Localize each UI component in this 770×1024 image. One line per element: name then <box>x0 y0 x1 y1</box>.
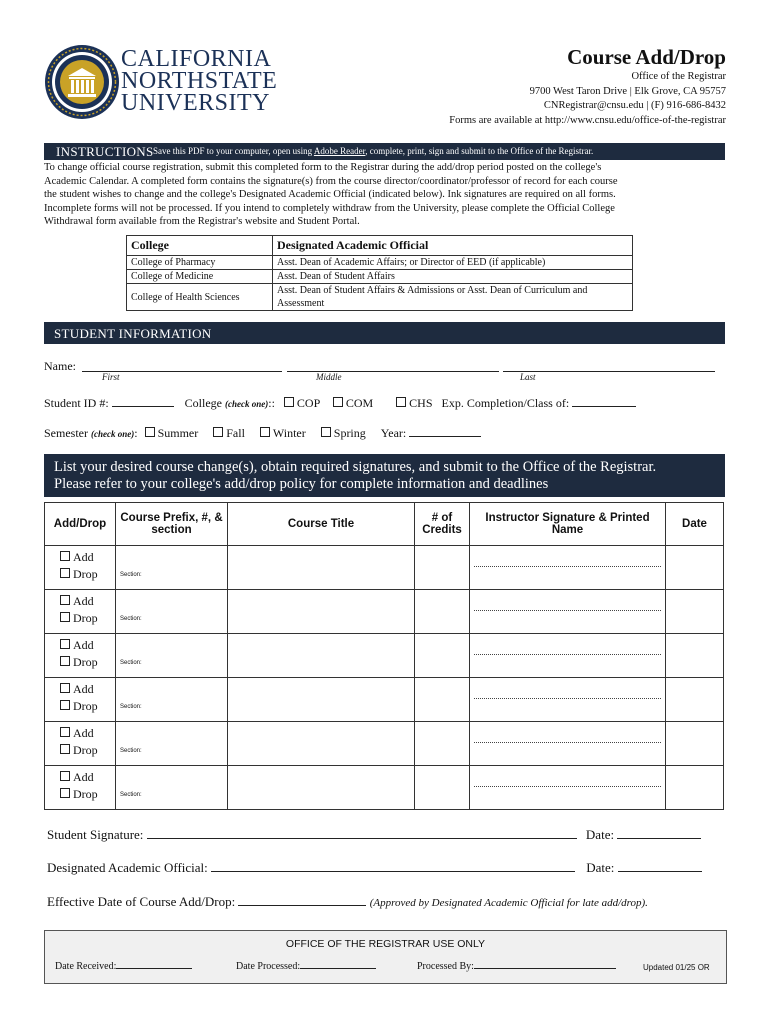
section-label: Section: <box>120 616 142 622</box>
official-signature-field[interactable] <box>211 871 575 872</box>
instructor-signature-field[interactable] <box>470 722 666 766</box>
updated-note: Updated 01/25 OR <box>643 963 710 972</box>
student-id-label: Student ID #: <box>44 396 109 410</box>
instructions-lead: Save this PDF to your computer, open using Adobe Reader, complete, print, sign and submit to the Office of the Registrar. <box>153 146 594 156</box>
student-id-row: Student ID #: College (check one):: COP COM CHS Exp. Completion/Class of: <box>44 396 636 411</box>
table-row <box>45 634 724 678</box>
drop-checkbox[interactable]: Drop <box>60 698 115 715</box>
last-caption: Last <box>520 372 536 382</box>
col-instructor-signature: Instructor Signature & Printed Name <box>470 503 666 546</box>
date-field[interactable] <box>666 766 724 810</box>
credits-field[interactable] <box>415 722 470 766</box>
student-info-heading: STUDENT INFORMATION <box>54 326 212 341</box>
student-date-field[interactable] <box>617 838 701 839</box>
col-date: Date <box>666 503 724 546</box>
course-change-table <box>44 502 724 810</box>
table-row <box>45 546 724 590</box>
section-label: Section: <box>120 660 142 666</box>
drop-checkbox[interactable]: Drop <box>60 786 115 803</box>
date-received-row: Date Received: <box>55 961 192 972</box>
table-row: College of Health Sciences Asst. Dean of Student Affairs & Admissions or Asst. Dean of Curriculum and Assessment <box>127 284 633 311</box>
date-field[interactable] <box>666 634 724 678</box>
checkbox-spring[interactable]: Spring <box>321 426 366 440</box>
table-header-row <box>45 503 724 546</box>
credits-field[interactable] <box>415 634 470 678</box>
credits-field[interactable] <box>415 766 470 810</box>
section-label: Section: <box>120 704 142 710</box>
table-row: College of Medicine Asst. Dean of Student Affairs <box>127 270 633 284</box>
college-label: College <box>184 396 222 410</box>
date-processed-field[interactable] <box>300 968 376 969</box>
adobe-reader-link[interactable]: Adobe Reader <box>313 146 366 156</box>
course-title-field[interactable] <box>228 722 415 766</box>
add-checkbox[interactable]: Add <box>60 593 115 610</box>
table-row <box>45 722 724 766</box>
exp-completion-label: Exp. Completion/Class of: <box>441 396 570 410</box>
university-seal-icon <box>44 44 120 120</box>
add-checkbox[interactable]: Add <box>60 725 115 742</box>
student-signature-row: Student Signature: Date: <box>47 827 701 843</box>
drop-checkbox[interactable]: Drop <box>60 742 115 759</box>
add-drop-cell <box>45 678 116 722</box>
instructions-banner: List your desired course change(s), obtain required signatures, and submit to the Office of the Registrar. Please refer to your college's add/drop policy for complete information and deadlines <box>44 454 725 497</box>
section-label: Section: <box>120 572 142 578</box>
col-course-title: Course Title <box>228 503 415 546</box>
course-title-field[interactable] <box>228 678 415 722</box>
credits-field[interactable] <box>415 678 470 722</box>
add-checkbox[interactable]: Add <box>60 769 115 786</box>
course-prefix-field[interactable] <box>116 678 228 722</box>
registrar-address: Office of the Registrar 9700 West Taron Drive | Elk Grove, CA 95757 CNRegistrar@cnsu.edu | (F) 916-686-8432 Forms are available at http://www.cnsu.edu/office-of-the-registrar <box>449 71 726 126</box>
checkbox-com[interactable]: COM <box>333 396 373 410</box>
date-field[interactable] <box>666 590 724 634</box>
semester-row: Semester (check one): Summer Fall Winter Spring Year: <box>44 426 481 441</box>
course-prefix-field[interactable] <box>116 546 228 590</box>
checkbox-cop[interactable]: COP <box>284 396 320 410</box>
col-add-drop: Add/Drop <box>45 503 116 546</box>
name-label: Name: <box>44 359 76 373</box>
date-field[interactable] <box>666 722 724 766</box>
semester-label: Semester <box>44 426 88 440</box>
table-row: College of Pharmacy Asst. Dean of Academic Affairs; or Director of EED (if applicable) <box>127 256 633 270</box>
drop-checkbox[interactable]: Drop <box>60 566 115 583</box>
university-logo <box>44 44 278 122</box>
course-prefix-field[interactable] <box>116 634 228 678</box>
exp-completion-field[interactable] <box>572 406 636 407</box>
add-drop-cell <box>45 546 116 590</box>
section-label: Section: <box>120 792 142 798</box>
first-caption: First <box>102 372 120 382</box>
course-title-field[interactable] <box>228 634 415 678</box>
add-checkbox[interactable]: Add <box>60 637 115 654</box>
table-row <box>45 590 724 634</box>
course-title-field[interactable] <box>228 766 415 810</box>
course-prefix-field[interactable] <box>116 722 228 766</box>
date-field[interactable] <box>666 678 724 722</box>
section-label: Section: <box>120 748 142 754</box>
date-received-field[interactable] <box>116 968 192 969</box>
checkbox-chs[interactable]: CHS <box>396 396 432 410</box>
course-prefix-field[interactable] <box>116 590 228 634</box>
university-name: CALIFORNIA NORTHSTATE UNIVERSITY <box>121 46 278 116</box>
office-use-heading: OFFICE OF THE REGISTRAR USE ONLY <box>285 938 486 950</box>
year-field[interactable] <box>409 436 481 437</box>
official-signature-row: Designated Academic Official: Date: <box>47 860 702 876</box>
middle-caption: Middle <box>316 372 342 382</box>
student-signature-field[interactable] <box>147 838 577 839</box>
college-official-table <box>126 235 633 311</box>
processed-by-field[interactable] <box>474 968 616 969</box>
table-row <box>45 766 724 810</box>
instructions-body: To change official course registration, submit this completed form to the Registrar during the add/drop period posted on the college's Academic Calendar. A completed form contains the signature(s) from the course director/coordinator/professor of record for each course the student wishes to change and the college's Designated Academic Official (indicated below). Ink signatures are required on all forms. Incomplete forms will not be processed. If you intend to completely withdraw from the University, please complete the Official College Withdrawal form available from the Registrar's website and Student Portal. <box>44 162 618 227</box>
effective-date-field[interactable] <box>238 905 366 906</box>
drop-checkbox[interactable]: Drop <box>60 654 115 671</box>
date-processed-row: Date Processed: <box>236 961 376 972</box>
form-title: Course Add/Drop <box>567 45 726 69</box>
instructions-bar <box>44 143 725 160</box>
course-prefix-field[interactable] <box>116 766 228 810</box>
add-drop-cell <box>45 590 116 634</box>
credits-field[interactable] <box>415 590 470 634</box>
table-row <box>45 678 724 722</box>
processed-by-row: Processed By: <box>417 961 616 972</box>
date-field[interactable] <box>666 546 724 590</box>
add-checkbox[interactable]: Add <box>60 681 115 698</box>
credits-field[interactable] <box>415 546 470 590</box>
add-checkbox[interactable]: Add <box>60 549 115 566</box>
instructor-signature-field[interactable] <box>470 546 666 590</box>
year-label: Year: <box>380 426 407 440</box>
instructor-signature-field[interactable] <box>470 678 666 722</box>
col-credits: # of Credits <box>415 503 470 546</box>
add-drop-cell <box>45 634 116 678</box>
course-title-field[interactable] <box>228 590 415 634</box>
instructor-signature-field[interactable] <box>470 766 666 810</box>
checkbox-fall[interactable]: Fall <box>213 426 245 440</box>
course-title-field[interactable] <box>228 546 415 590</box>
instructions-heading: INSTRUCTIONS <box>56 144 154 159</box>
office-use-box <box>44 930 727 984</box>
checkbox-winter[interactable]: Winter <box>260 426 306 440</box>
col-course-prefix: Course Prefix, #, & section <box>116 503 228 546</box>
official-header: Designated Academic Official <box>273 236 633 256</box>
instructor-signature-field[interactable] <box>470 634 666 678</box>
effective-date-row: Effective Date of Course Add/Drop: (Approved by Designated Academic Official for late add/drop). <box>47 894 648 909</box>
student-id-field[interactable] <box>112 406 174 407</box>
checkbox-summer[interactable]: Summer <box>145 426 199 440</box>
student-info-bar <box>44 322 725 344</box>
instructor-signature-field[interactable] <box>470 590 666 634</box>
drop-checkbox[interactable]: Drop <box>60 610 115 627</box>
college-header: College <box>127 236 273 256</box>
official-date-field[interactable] <box>618 871 702 872</box>
add-drop-cell <box>45 722 116 766</box>
add-drop-cell <box>45 766 116 810</box>
